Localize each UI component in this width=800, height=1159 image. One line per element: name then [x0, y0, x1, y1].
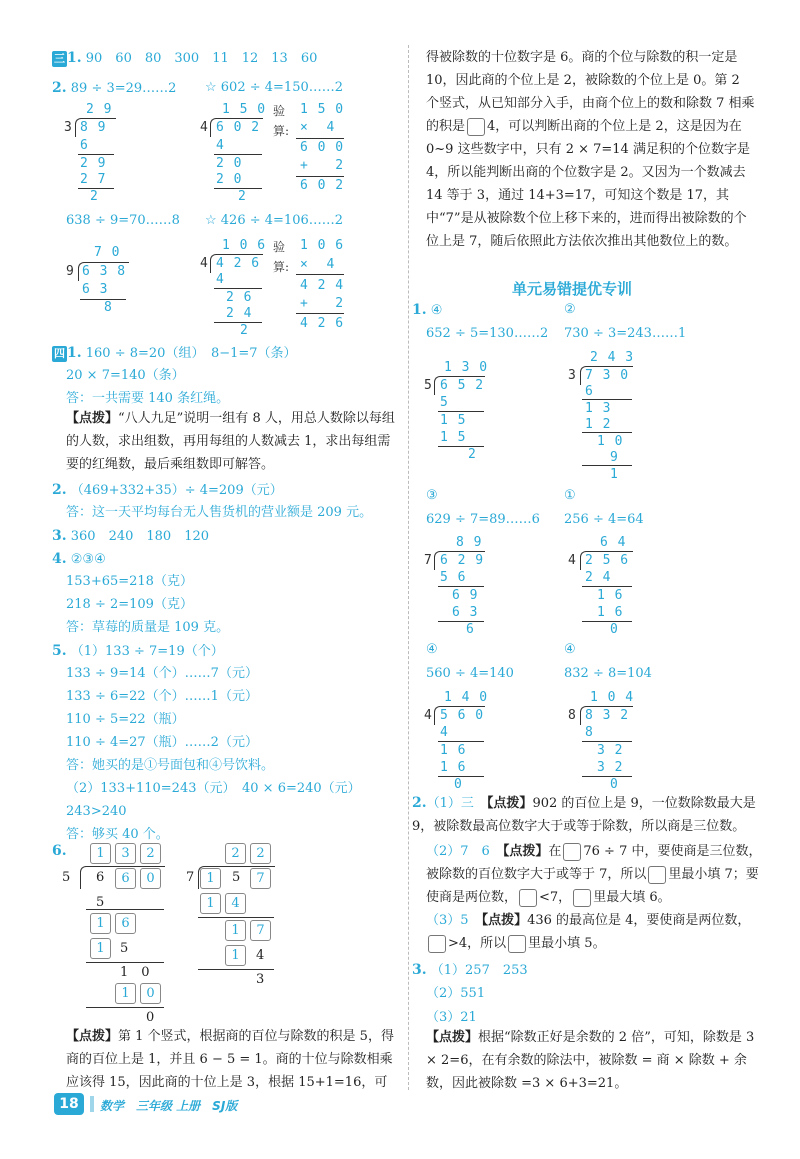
s4-q5-l3: 133 ÷ 6=22（个）……1（元）	[66, 689, 258, 704]
r-q1-e3: 629 ÷ 7=89……6	[426, 512, 540, 527]
section-title: 单元易错提优专训	[512, 280, 633, 298]
s4-q5-l2: 133 ÷ 9=14（个）……7（元）	[66, 666, 258, 681]
s4-q1-l3: 答：一共需要 140 条红绳。	[66, 391, 230, 406]
s4-q5-l5: 110 ÷ 4=27（瓶）……2（元）	[66, 735, 258, 750]
s4-q1-tip: 【点拨】“八人九足”说明一组有 8 人，用总人数除以每组的人数，求出组数，再用每组的人数减去 1，求出每组需要的红绳数，最后乘组数即可解答。	[66, 411, 395, 472]
answer-text: 160 ÷ 8=20（组） 8−1=7（条）	[85, 346, 297, 361]
r-q2-p2: （2）7 6 【点拨】在 76 ÷ 7 中，要使商是三位数，被除数的百位数字大于或等于 7，所以 里最小填 7；要使商是两位数， <7， 里最大填 6。	[426, 844, 762, 905]
r-q1-d: ①	[564, 488, 576, 503]
s3-q1	[52, 50, 317, 67]
s4-q6: 6.	[52, 843, 67, 859]
explanation-continued: 得被除数的十位数字是 6。商的个位与除数的积一定是 10，因此商的个位上是 2，被除数的个位上是 0。第 2 个竖式，从已知部分入手，由商个位上的数和除数 7 相乘的积是 4，可以判断出商的个位上是 2，这是因为在 0~9 这些数字中，只有 2 × 7=14 满足积的个位数字是 4，所以能判断出商的个位数字是 2。又因为一个数减去 14 等于 3，通过 14+3=17，可知这个数是 17，其中“7”是从被除数个位上移下来的，进而得出被除数的个位上是 7，随后依照此方法依次推出其他数位上的数。	[426, 50, 755, 249]
s4-q5-l7: （2）133+110=243（元） 40 × 6=240（元）	[66, 781, 361, 796]
footer-brand: 数学 三年级 上册 SJ版	[100, 1099, 238, 1113]
section-label-4: 四	[54, 347, 65, 360]
s4-q2-l1: 2. （469+332+35）÷ 4=209（元）	[52, 482, 283, 498]
r-q1-e: ④	[426, 642, 438, 657]
s4-q4-l2: 218 ÷ 2=109（克）	[66, 597, 193, 612]
section-label-3: 三	[54, 52, 65, 65]
s3-q2-eq3: 638 ÷ 9=70……8	[66, 213, 180, 228]
s4-q4-l3: 答：草莓的质量是 109 克。	[66, 620, 230, 635]
s4-q4: 4. ②③④	[52, 551, 106, 567]
s3-q2-eq4: ☆ 426 ÷ 4=106……2	[205, 213, 344, 228]
r-q1-e2: 730 ÷ 3=243……1	[564, 326, 687, 341]
s4-q5-l8: 243>240	[66, 804, 127, 819]
r-q1-e5: 560 ÷ 4=140	[426, 666, 514, 681]
r-q3-l2: （2）551	[426, 986, 486, 1001]
q-num: 1.	[67, 50, 82, 66]
q-num: 1.	[67, 345, 82, 361]
r-q1-c: ③	[426, 488, 438, 503]
r-q2-p3: （3）5 【点拨】436 的最高位是 4，要使商是两位数，>4，所以 里最小填 5。	[426, 913, 751, 951]
s4-q4-l1: 153+65=218（克）	[66, 574, 193, 589]
footer-decor	[90, 1096, 94, 1112]
r-q2-p1: 2.（1）三 【点拨】902 的百位上是 9，一位数除数最大是 9，被除数最高位数字大于或等于除数，所以商是三位数。	[412, 795, 756, 834]
s4-q2-l2: 答：这一天平均每台无人售货机的营业额是 209 元。	[66, 505, 373, 520]
s4-q5-l1: 5. （1）133 ÷ 7=19（个）	[52, 643, 224, 659]
column-divider	[408, 45, 409, 1090]
r-q1-e6: 832 ÷ 8=104	[564, 666, 652, 681]
r-q1-a: 1. ④	[412, 302, 443, 318]
r-q1-e4: 256 ÷ 4=64	[564, 512, 644, 527]
s4-q1-l2: 20 × 7=140（条）	[66, 368, 185, 383]
s4-q3: 3. 360 240 180 120	[52, 528, 210, 544]
q-num: 2.	[52, 80, 67, 96]
r-q3-l1: 3. （1）257 253	[412, 962, 528, 978]
r-q3-tip: 【点拨】根据“除数正好是余数的 2 倍”，可知，除数是 3 × 2=6，在有余数的除法中，被除数 = 商 × 除数 + 余数，因此被除数 =3 × 6+3=21。	[426, 1030, 755, 1091]
s4-q5-l6: 答：她买的是①号面包和④号饮料。	[66, 758, 275, 773]
equation: 89 ÷ 3=29……2	[70, 81, 177, 96]
r-q1-f: ④	[564, 642, 576, 657]
page-number: 18	[54, 1093, 84, 1115]
r-q1-e1: 652 ÷ 5=130……2	[426, 326, 549, 341]
s4-q5-l4: 110 ÷ 5=22（瓶）	[66, 712, 185, 727]
s3-q2-eq2: ☆ 602 ÷ 4=150……2	[205, 80, 344, 95]
r-q3-l3: （3）21	[426, 1010, 477, 1025]
r-q1-b: ②	[564, 302, 576, 317]
s4-q1-l1	[52, 345, 297, 362]
s4-q5-l9: 答：够买 40 个。	[66, 827, 169, 842]
blank-box	[467, 118, 485, 136]
answer-text: 90 60 80 300 11 12 13 60	[85, 51, 318, 66]
s3-q2-eq1	[52, 80, 176, 97]
tip-bottom: 【点拨】第 1 个竖式，根据商的百位与除数的积是 5，得商的百位上是 1，并且 6 − 5 = 1。商的十位与除数相乘应该得 15，因此商的十位上是 3，根据 15+1=16，可	[66, 1029, 394, 1090]
